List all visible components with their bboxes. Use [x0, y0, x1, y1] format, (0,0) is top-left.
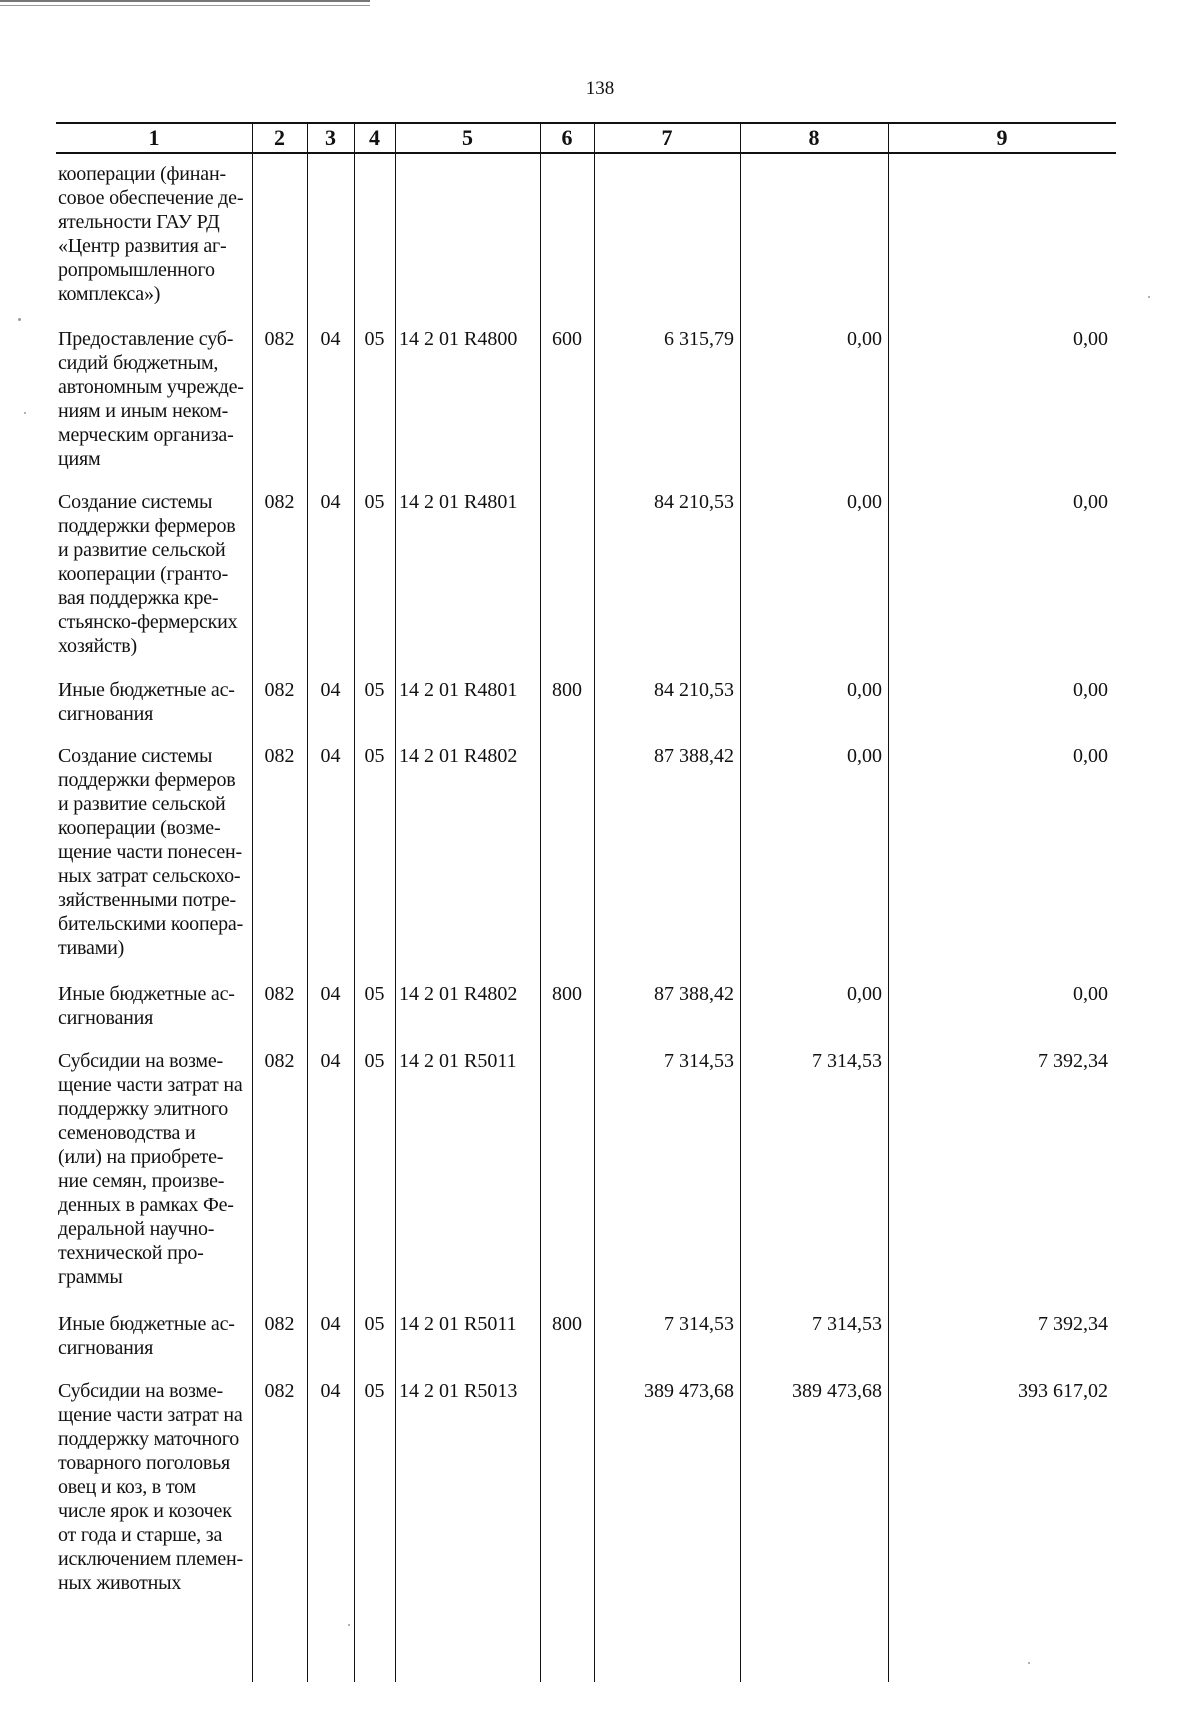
- cell-col-7: 84 210,53: [654, 679, 734, 701]
- cell-col-5: 14 2 01 R4802: [399, 745, 518, 767]
- cell-col-8: 7 314,53: [812, 1313, 882, 1335]
- cell-col-3: 04: [320, 328, 341, 350]
- cell-col-7: 389 473,68: [644, 1380, 734, 1402]
- cell-col-8: 0,00: [847, 328, 882, 350]
- scan-speck: [18, 318, 21, 321]
- column-divider: [540, 122, 541, 1682]
- cell-col-8: 389 473,68: [792, 1380, 882, 1402]
- cell-col-5: 14 2 01 R5011: [399, 1313, 517, 1335]
- cell-col-3: 04: [320, 1380, 341, 1402]
- cell-col-1: Иные бюджетные ас- сигнования: [58, 1313, 235, 1359]
- header-col-3: 3: [325, 125, 336, 150]
- cell-col-3: 04: [320, 745, 341, 767]
- header-col-5: 5: [462, 125, 473, 150]
- cell-col-9: 7 392,34: [1038, 1050, 1108, 1072]
- cell-col-1: Субсидии на возме- щение части затрат на поддержку элитного семеноводства и (или) на приобрете- ние семян, произве- денных в рамках Фе- деральной научно- технической про- граммы: [58, 1050, 243, 1288]
- cell-col-8: 0,00: [847, 745, 882, 767]
- cell-col-4: 05: [364, 679, 385, 701]
- header-col-6: 6: [561, 125, 573, 150]
- column-divider: [888, 122, 889, 1682]
- cell-col-9: 0,00: [1073, 328, 1108, 350]
- header-col-4: 4: [369, 125, 380, 150]
- cell-col-5: 14 2 01 R4801: [399, 491, 518, 513]
- cell-col-4: 05: [364, 1050, 385, 1072]
- cell-col-9: 393 617,02: [1018, 1380, 1108, 1402]
- cell-col-3: 04: [320, 679, 341, 701]
- header-col-9: 9: [996, 125, 1008, 150]
- cell-col-8: 7 314,53: [812, 1050, 882, 1072]
- cell-col-1: Предоставление суб- сидий бюджетным, автономным учрежде- ниям и иным неком- мерческим организа- циям: [58, 328, 244, 470]
- cell-col-1: Создание системы поддержки фермеров и развитие сельской кооперации (гранто- вая поддержка кре- стьянско-фермерских хозяйств): [58, 491, 238, 657]
- header-col-7: 7: [661, 125, 673, 150]
- cell-col-7: 84 210,53: [654, 491, 734, 513]
- cell-col-6: 800: [552, 1313, 582, 1335]
- cell-col-7: 6 315,79: [664, 328, 734, 350]
- cell-col-4: 05: [364, 1380, 385, 1402]
- column-divider: [252, 122, 253, 1682]
- page-number: 138: [585, 78, 615, 99]
- cell-col-2: 082: [264, 1050, 295, 1072]
- cell-col-8: 0,00: [847, 491, 882, 513]
- scan-speck: [1028, 1662, 1030, 1664]
- cell-col-2: 082: [264, 745, 295, 767]
- cell-col-9: 0,00: [1073, 679, 1108, 701]
- cell-col-9: 7 392,34: [1038, 1313, 1108, 1335]
- cell-col-3: 04: [320, 983, 341, 1005]
- cell-col-4: 05: [364, 983, 385, 1005]
- header-col-1: 1: [148, 125, 160, 150]
- cell-col-5: 14 2 01 R4800: [399, 328, 518, 350]
- column-divider: [594, 122, 595, 1682]
- cell-col-5: 14 2 01 R4802: [399, 983, 518, 1005]
- cell-col-8: 0,00: [847, 679, 882, 701]
- cell-col-4: 05: [364, 491, 385, 513]
- column-divider: [740, 122, 741, 1682]
- cell-col-1: Субсидии на возме- щение части затрат на поддержку маточного товарного поголовья овец и коз, в том числе ярок и козочек от года и старше, за исключением племен- ных животных: [58, 1380, 243, 1594]
- cell-col-4: 05: [364, 328, 385, 350]
- header-bottom-rule: [56, 152, 1116, 154]
- cell-col-1: Иные бюджетные ас- сигнования: [58, 983, 235, 1029]
- cell-col-8: 0,00: [847, 983, 882, 1005]
- cell-col-1: кооперации (финан- совое обеспечение де- ятельности ГАУ РД «Центр развития аг- ропромышленного комплекса»): [58, 163, 244, 305]
- cell-col-6: 600: [552, 328, 582, 350]
- cell-col-3: 04: [320, 1050, 341, 1072]
- cell-col-5: 14 2 01 R5013: [399, 1380, 518, 1402]
- scan-speck: [1148, 296, 1150, 298]
- cell-col-7: 87 388,42: [654, 745, 734, 767]
- column-divider: [395, 122, 396, 1682]
- cell-col-1: Иные бюджетные ас- сигнования: [58, 679, 235, 725]
- cell-col-6: 800: [552, 983, 582, 1005]
- cell-col-1: Создание системы поддержки фермеров и развитие сельской кооперации (возме- щение части понесен- ных затрат сельскохо- зяйственными потре- бительскими коопера- тивами): [58, 745, 244, 959]
- cell-col-9: 0,00: [1073, 983, 1108, 1005]
- cell-col-7: 87 388,42: [654, 983, 734, 1005]
- cell-col-2: 082: [264, 983, 295, 1005]
- cell-col-7: 7 314,53: [664, 1050, 734, 1072]
- cell-col-9: 0,00: [1073, 745, 1108, 767]
- column-divider: [307, 122, 308, 1682]
- cell-col-5: 14 2 01 R5011: [399, 1050, 517, 1072]
- cell-col-6: 800: [552, 679, 582, 701]
- cell-col-5: 14 2 01 R4801: [399, 679, 518, 701]
- cell-col-3: 04: [320, 1313, 341, 1335]
- cell-col-9: 0,00: [1073, 491, 1108, 513]
- column-divider: [354, 122, 355, 1682]
- cell-col-2: 082: [264, 1380, 295, 1402]
- cell-col-7: 7 314,53: [664, 1313, 734, 1335]
- header-col-8: 8: [808, 125, 820, 150]
- cell-col-2: 082: [264, 491, 295, 513]
- scan-speck: [24, 412, 26, 414]
- cell-col-4: 05: [364, 745, 385, 767]
- cell-col-4: 05: [364, 1313, 385, 1335]
- scan-speck: [348, 1624, 350, 1626]
- cell-col-2: 082: [264, 1313, 295, 1335]
- cell-col-2: 082: [264, 679, 295, 701]
- cell-col-2: 082: [264, 328, 295, 350]
- budget-table: [56, 122, 1116, 1682]
- header-col-2: 2: [274, 125, 285, 150]
- cell-col-3: 04: [320, 491, 341, 513]
- scan-edge-artifact: [0, 0, 370, 6]
